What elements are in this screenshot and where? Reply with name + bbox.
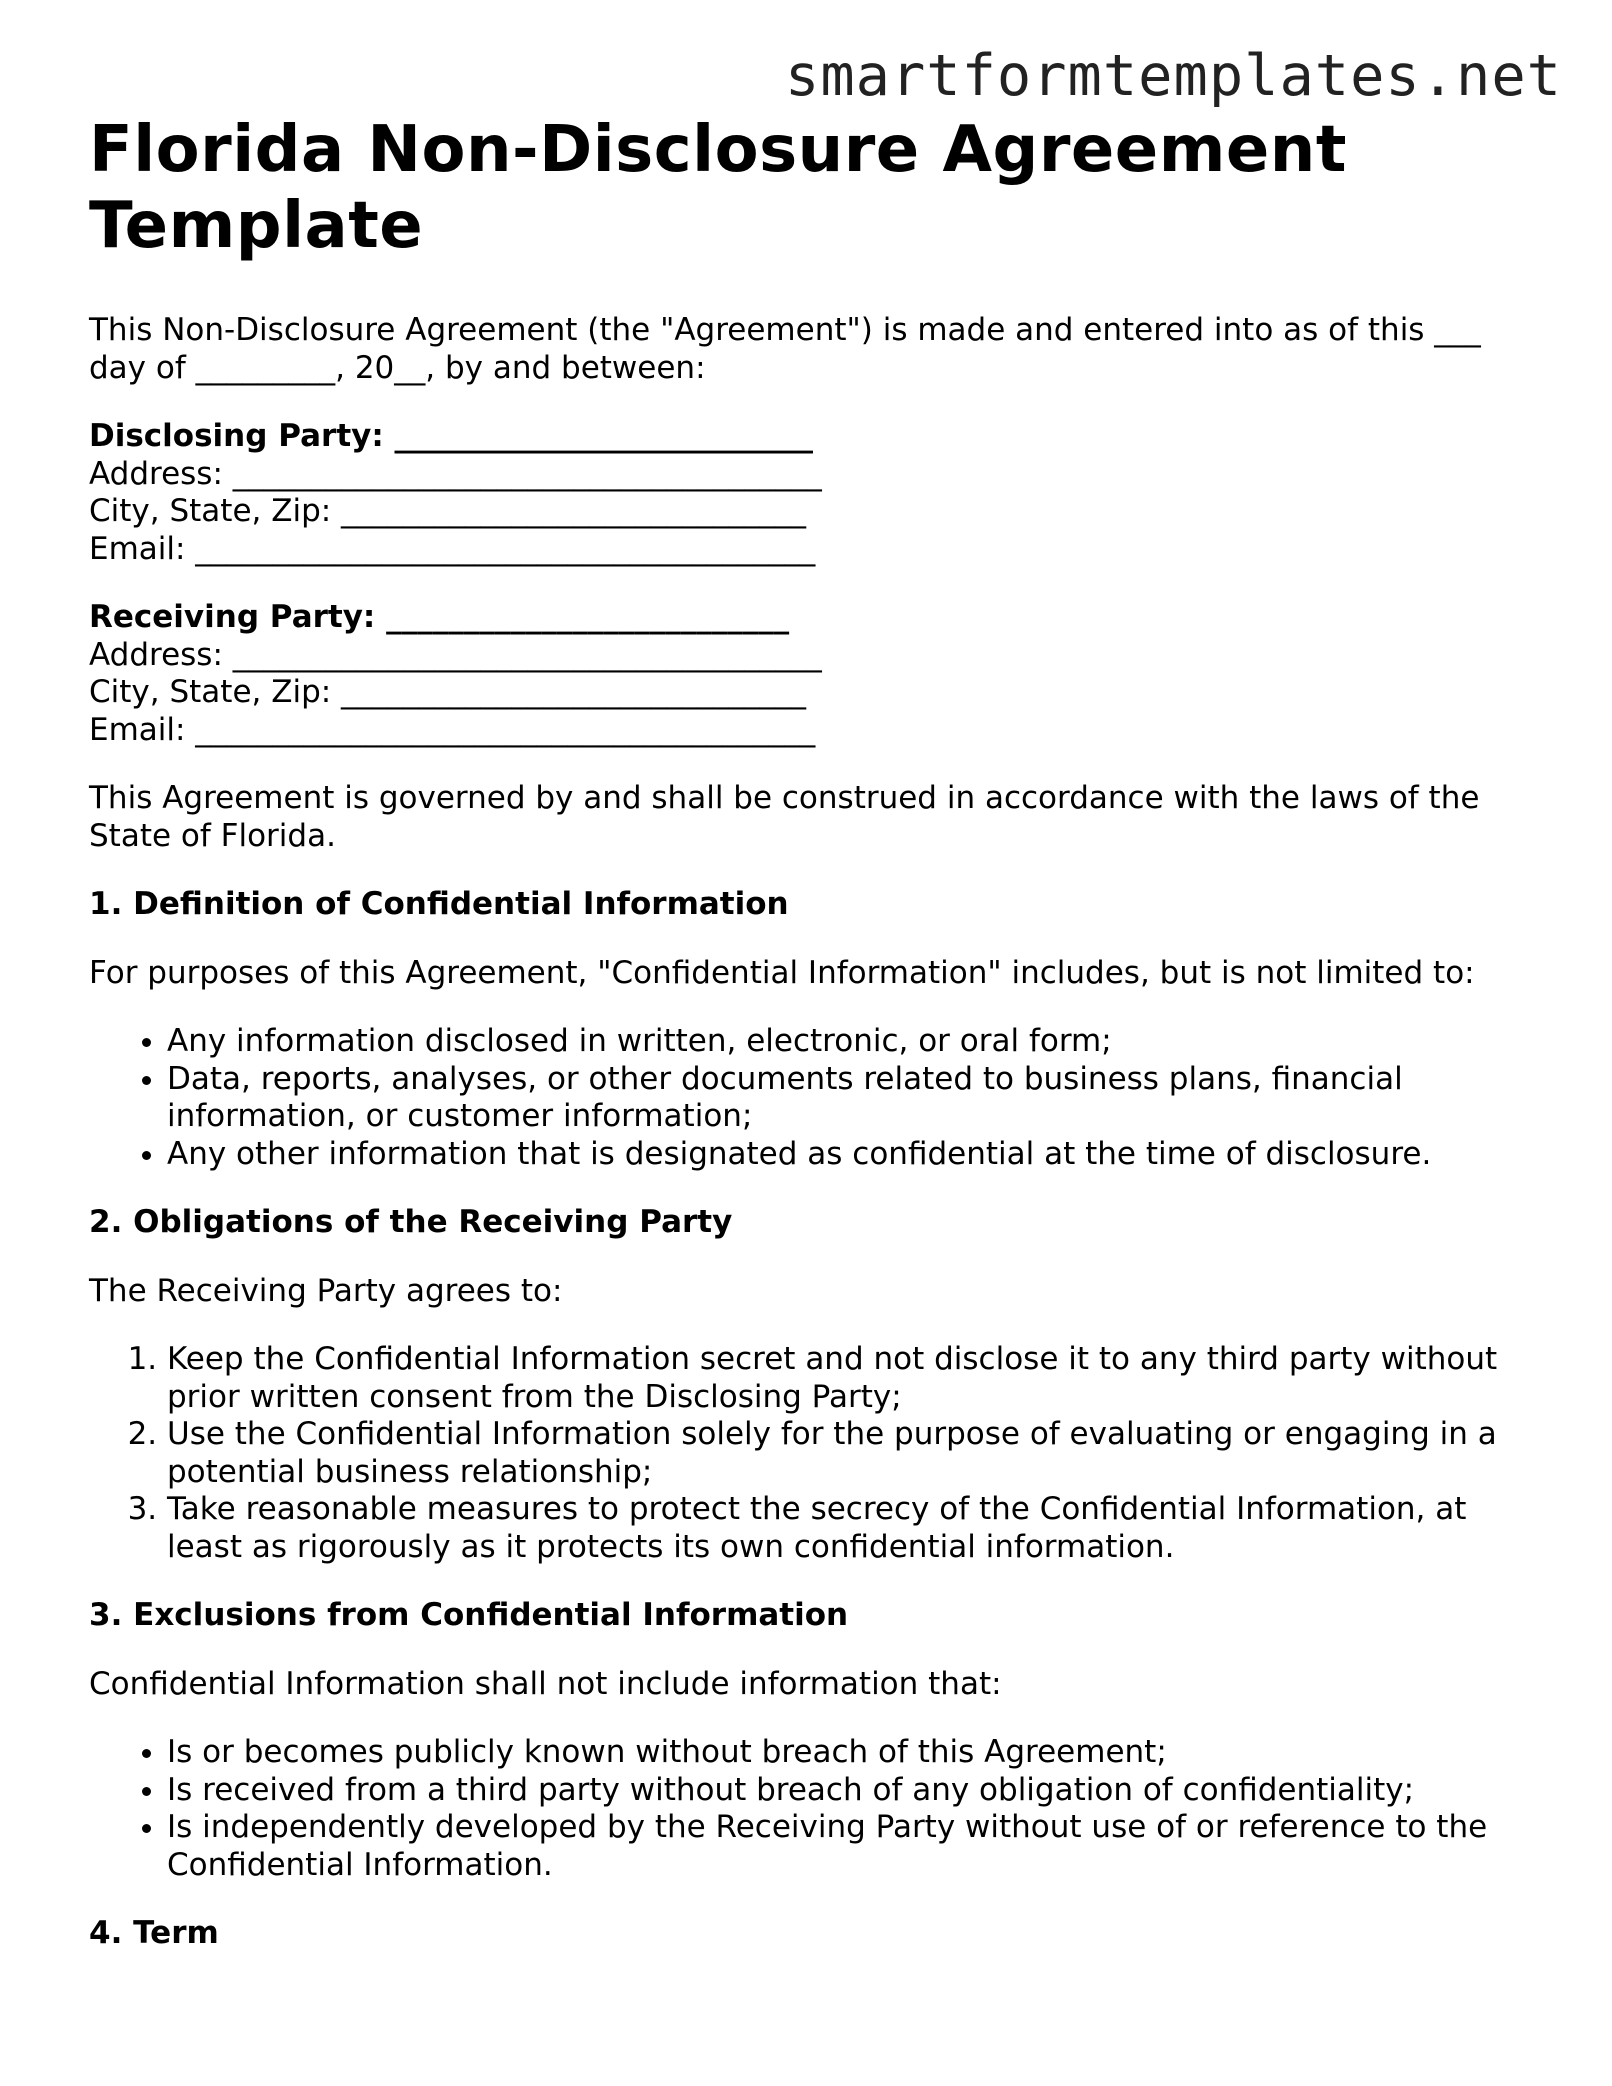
list-item: • Any other information that is designated as confidential at the time of disclosure.	[167, 1136, 1539, 1174]
watermark: smartformtemplates.net	[785, 43, 1562, 109]
receiving-party-label: Receiving Party:	[89, 599, 376, 635]
receiving-party-line	[89, 599, 1539, 637]
section-1-heading: 1. Definition of Confidential Information	[89, 886, 789, 922]
section-3-intro: Confidential Information shall not include information that:	[89, 1665, 1002, 1702]
section-2-heading: 2. Obligations of the Receiving Party	[89, 1204, 733, 1240]
disclosing-party-block	[89, 418, 1539, 568]
section-1-list	[89, 1023, 1539, 1173]
document-title: Florida Non-Disclosure Agreement Template	[89, 113, 1347, 263]
receiving-email-field: Email: ________________________________________	[89, 711, 816, 748]
disclosing-party-label: Disclosing Party:	[89, 418, 384, 454]
disclosing-party-line	[89, 418, 1539, 456]
section-2-intro: The Receiving Party agrees to:	[89, 1272, 563, 1309]
disclosing-address-field: Address: ______________________________________	[89, 455, 822, 492]
disclosing-party-blank: ___________________________	[383, 418, 814, 454]
governing-law-paragraph: This Agreement is governed by and shall be construed in accordance with the laws of the State of Florida.	[89, 780, 1480, 854]
list-item: 1. Keep the Confidential Information secret and not disclose it to any third party without prior written consent from the Disclosing Party;	[167, 1341, 1539, 1416]
disclosing-email-field: Email: ________________________________________	[89, 530, 816, 567]
section-1-intro: For purposes of this Agreement, "Confidential Information" includes, but is not limited to:	[89, 954, 1475, 991]
list-item: 3. Take reasonable measures to protect the secrecy of the Confidential Information, at least as rigorously as it protects its own confidential information.	[167, 1491, 1539, 1566]
receiving-party-blank: __________________________	[375, 599, 790, 635]
receiving-address-field: Address: ______________________________________	[89, 636, 822, 673]
list-item: 2. Use the Confidential Information solely for the purpose of evaluating or engaging in a potential business relationship;	[167, 1416, 1539, 1491]
section-4-heading: 4. Term	[89, 1915, 219, 1951]
list-item: • Is or becomes publicly known without breach of this Agreement;	[167, 1734, 1539, 1772]
list-item: • Any information disclosed in written, electronic, or oral form;	[167, 1023, 1539, 1061]
list-item: • Data, reports, analyses, or other documents related to business plans, financial information, or customer information;	[167, 1061, 1539, 1136]
section-3-list	[89, 1734, 1539, 1884]
list-item: • Is received from a third party without breach of any obligation of confidentiality;	[167, 1772, 1539, 1810]
intro-paragraph: This Non-Disclosure Agreement (the "Agreement") is made and entered into as of this ___ day of _________, 20__, by and between:	[89, 312, 1481, 386]
disclosing-city-field: City, State, Zip: ______________________________	[89, 493, 807, 529]
receiving-city-field: City, State, Zip: ______________________________	[89, 674, 807, 710]
receiving-party-block	[89, 599, 1539, 749]
document-body	[89, 112, 1539, 1984]
section-2-list	[89, 1341, 1539, 1566]
section-3-heading: 3. Exclusions from Confidential Information	[89, 1597, 849, 1633]
list-item: • Is independently developed by the Receiving Party without use of or reference to the Confidential Information.	[167, 1809, 1539, 1884]
